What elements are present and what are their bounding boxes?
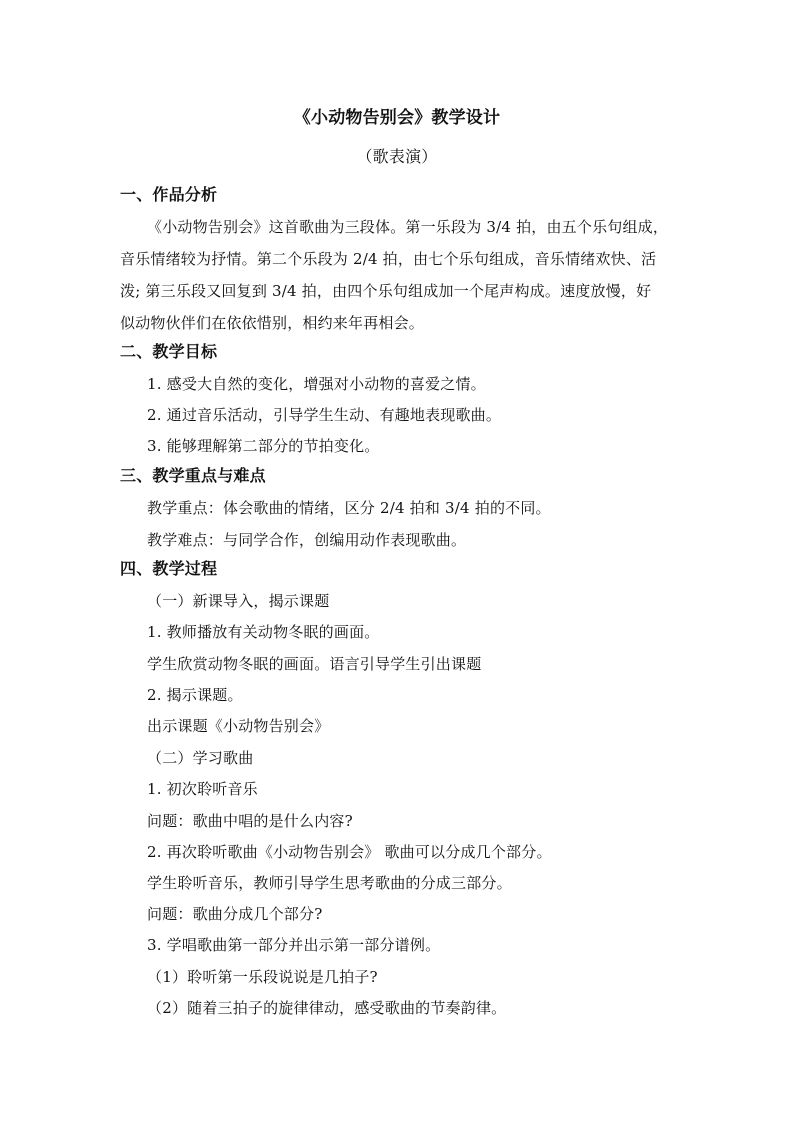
analysis-line-3: 泼; 第三乐段又回复到 3/4 拍，由四个乐句组成加一个尾声构成。速度放慢，好 — [120, 282, 652, 300]
analysis-line-2: 音乐情绪较为抒情。第二个乐段为 2/4 拍，由七个乐句组成，音乐情绪欢快、活 — [120, 250, 657, 268]
process-line-5: 出示课题《小动物告别会》 — [147, 717, 330, 735]
process-line-1: （一）新课导入，揭示课题 — [147, 592, 330, 610]
section-heading-key-points: 三、教学重点与难点 — [120, 466, 266, 485]
key-point-item: 教学重点：体会歌曲的情绪，区分 2/4 拍和 3/4 拍的不同。 — [147, 499, 551, 517]
section-heading-process: 四、教学过程 — [120, 559, 218, 578]
process-line-4: 2. 揭示课题。 — [147, 686, 243, 704]
section-heading-goals: 二、教学目标 — [120, 342, 218, 361]
process-line-8: 问题：歌曲中唱的是什么内容? — [147, 812, 353, 830]
process-line-12: 3. 学唱歌曲第一部分并出示第一部分谱例。 — [147, 936, 441, 954]
process-line-11: 问题：歌曲分成几个部分? — [147, 905, 323, 923]
goal-item-1: 1. 感受大自然的变化，增强对小动物的喜爱之情。 — [147, 375, 486, 393]
process-line-14: （2）随着三拍子的旋律律动，感受歌曲的节奏韵律。 — [147, 999, 507, 1017]
process-line-6: （二）学习歌曲 — [147, 749, 254, 767]
process-line-13: （1）聆听第一乐段说说是几拍子? — [147, 968, 378, 986]
process-line-3: 学生欣赏动物冬眠的画面。语言引导学生引出课题 — [147, 655, 482, 673]
section-heading-analysis: 一、作品分析 — [120, 185, 218, 204]
process-line-9: 2. 再次聆听歌曲《小动物告别会》 歌曲可以分成几个部分。 — [147, 843, 552, 861]
analysis-line-4: 似动物伙伴们在依依惜别，相约来年再相会。 — [120, 314, 425, 332]
document-subtitle: （歌表演） — [356, 147, 438, 166]
process-line-2: 1. 教师播放有关动物冬眠的画面。 — [147, 623, 380, 641]
document-title: 《小动物告别会》教学设计 — [293, 108, 501, 128]
goal-item-3: 3. 能够理解第二部分的节拍变化。 — [147, 437, 380, 455]
analysis-line-1: 《小动物告别会》这首歌曲为三段体。第一乐段为 3/4 拍，由五个乐句组成， — [147, 218, 669, 236]
goal-item-2: 2. 通过音乐活动，引导学生生动、有趣地表现歌曲。 — [147, 406, 502, 424]
process-line-7: 1. 初次聆听音乐 — [147, 780, 258, 798]
process-line-10: 学生聆听音乐，教师引导学生思考歌曲的分成三部分。 — [147, 874, 512, 892]
difficulty-item: 教学难点：与同学合作，创编用动作表现歌曲。 — [147, 531, 467, 549]
